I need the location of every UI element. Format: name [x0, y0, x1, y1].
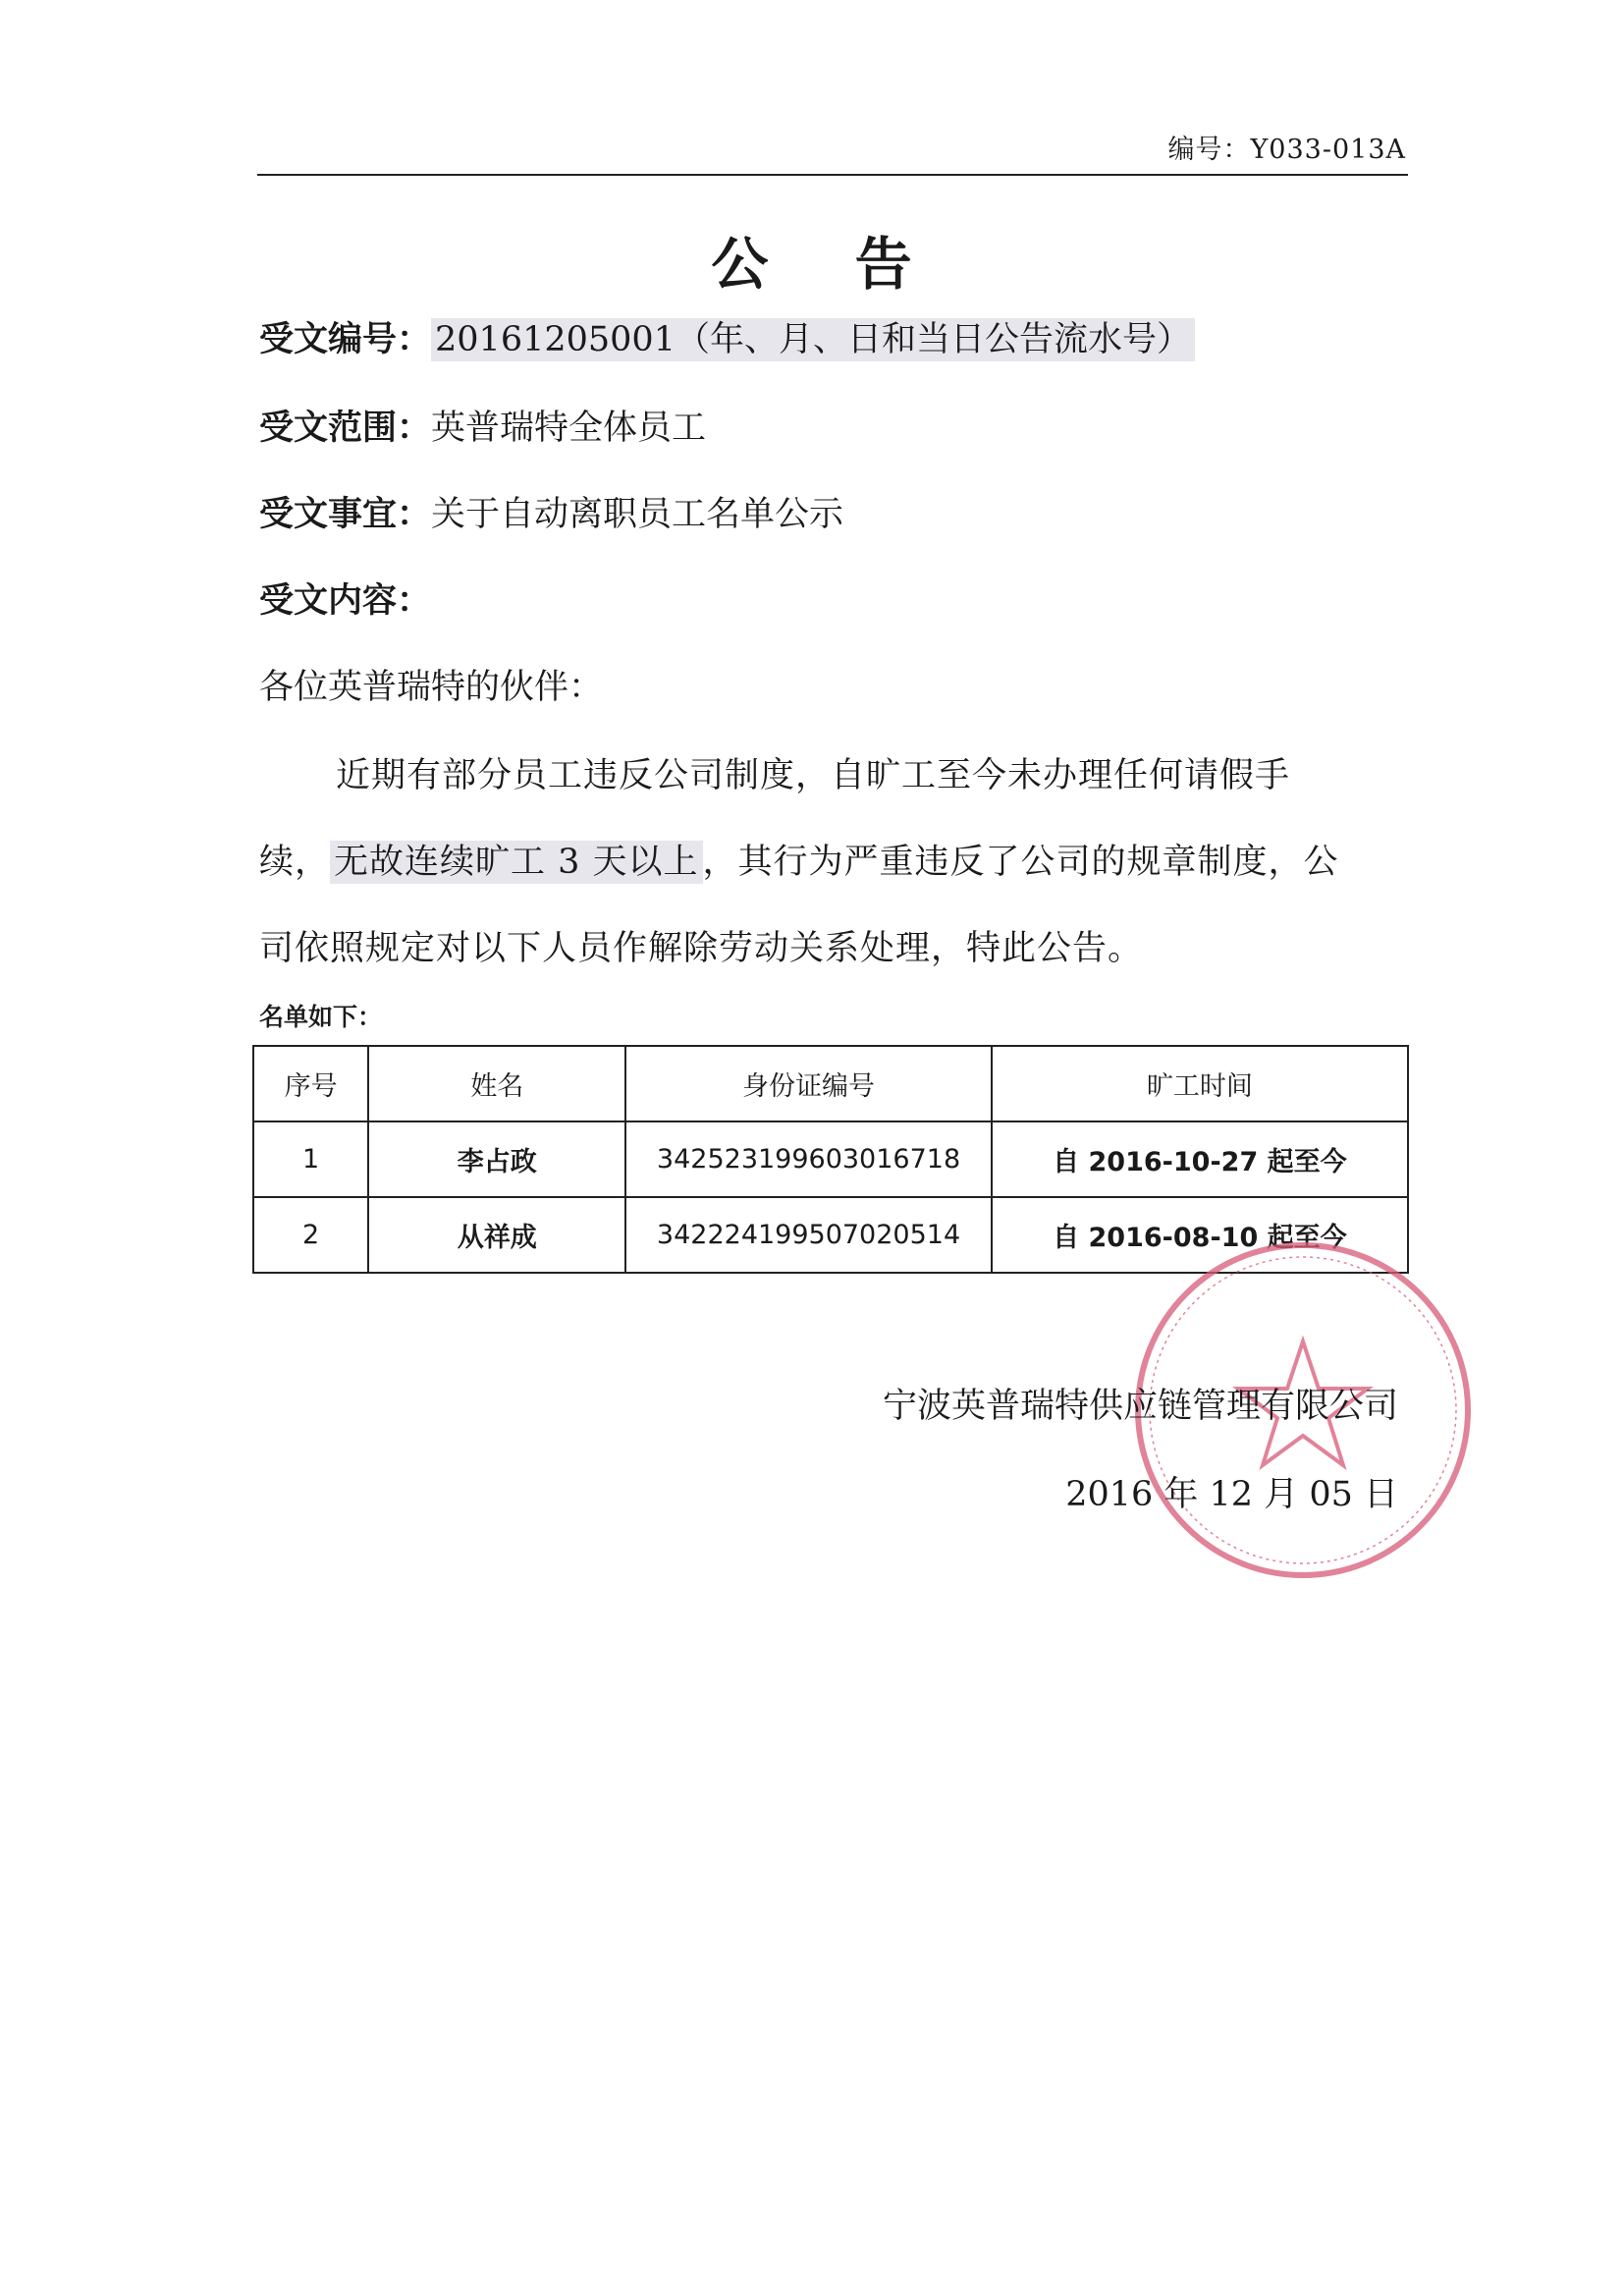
body-line-2 [259, 835, 1339, 884]
header-seq: 序号 [253, 1046, 368, 1121]
body-line-2-start: 续， [259, 843, 331, 882]
subject-row [259, 487, 843, 536]
salutation: 各位英普瑞特的伙伴： [259, 668, 604, 707]
header-name: 姓名 [368, 1046, 625, 1121]
table-header-row [253, 1046, 1408, 1121]
list-label: 名单如下： [259, 1003, 383, 1031]
row-absence-time: 自 2016-08-10 起至今 [992, 1197, 1408, 1273]
document-number: 编号：Y033-013A [1167, 135, 1406, 165]
row-name: 李占政 [368, 1121, 625, 1197]
subject-label: 受文事宜： [259, 495, 432, 534]
header-id-number: 身份证编号 [625, 1046, 991, 1121]
table-row [253, 1121, 1408, 1197]
scope-label: 受文范围： [259, 409, 432, 448]
body-line-3: 司依照规定对以下人员作解除劳动关系处理，特此公告。 [259, 929, 1144, 968]
body-highlight: 无故连续旷工 3 天以上 [330, 841, 703, 884]
row-id-number: 342523199603016718 [625, 1121, 991, 1197]
row-seq: 2 [253, 1197, 368, 1273]
row-absence-time: 自 2016-10-27 起至今 [992, 1121, 1408, 1197]
company-name: 宁波英普瑞特供应链管理有限公司 [882, 1387, 1398, 1426]
doc-id-value: 20161205001（年、月、日和当日公告流水号） [431, 318, 1195, 361]
row-id-number: 342224199507020514 [625, 1197, 991, 1273]
scope-row [259, 401, 706, 450]
header-divider [257, 174, 1408, 176]
subject-value: 关于自动离职员工名单公示 [431, 495, 844, 534]
body-line-1: 近期有部分员工违反公司制度，自旷工至今未办理任何请假手 [336, 756, 1291, 795]
doc-id-row [259, 312, 1195, 361]
row-name: 从祥成 [368, 1197, 625, 1273]
scope-value: 英普瑞特全体员工 [431, 409, 707, 448]
doc-id-label: 受文编号： [259, 320, 432, 359]
body-line-2-end: ，其行为严重违反了公司的规章制度，公 [702, 843, 1339, 882]
content-row [259, 574, 431, 623]
row-seq: 1 [253, 1121, 368, 1197]
page-title: 公 告 [711, 231, 946, 298]
header-absence-time: 旷工时间 [992, 1046, 1408, 1121]
issue-date: 2016 年 12 月 05 日 [1065, 1475, 1398, 1514]
content-label: 受文内容： [259, 581, 432, 621]
